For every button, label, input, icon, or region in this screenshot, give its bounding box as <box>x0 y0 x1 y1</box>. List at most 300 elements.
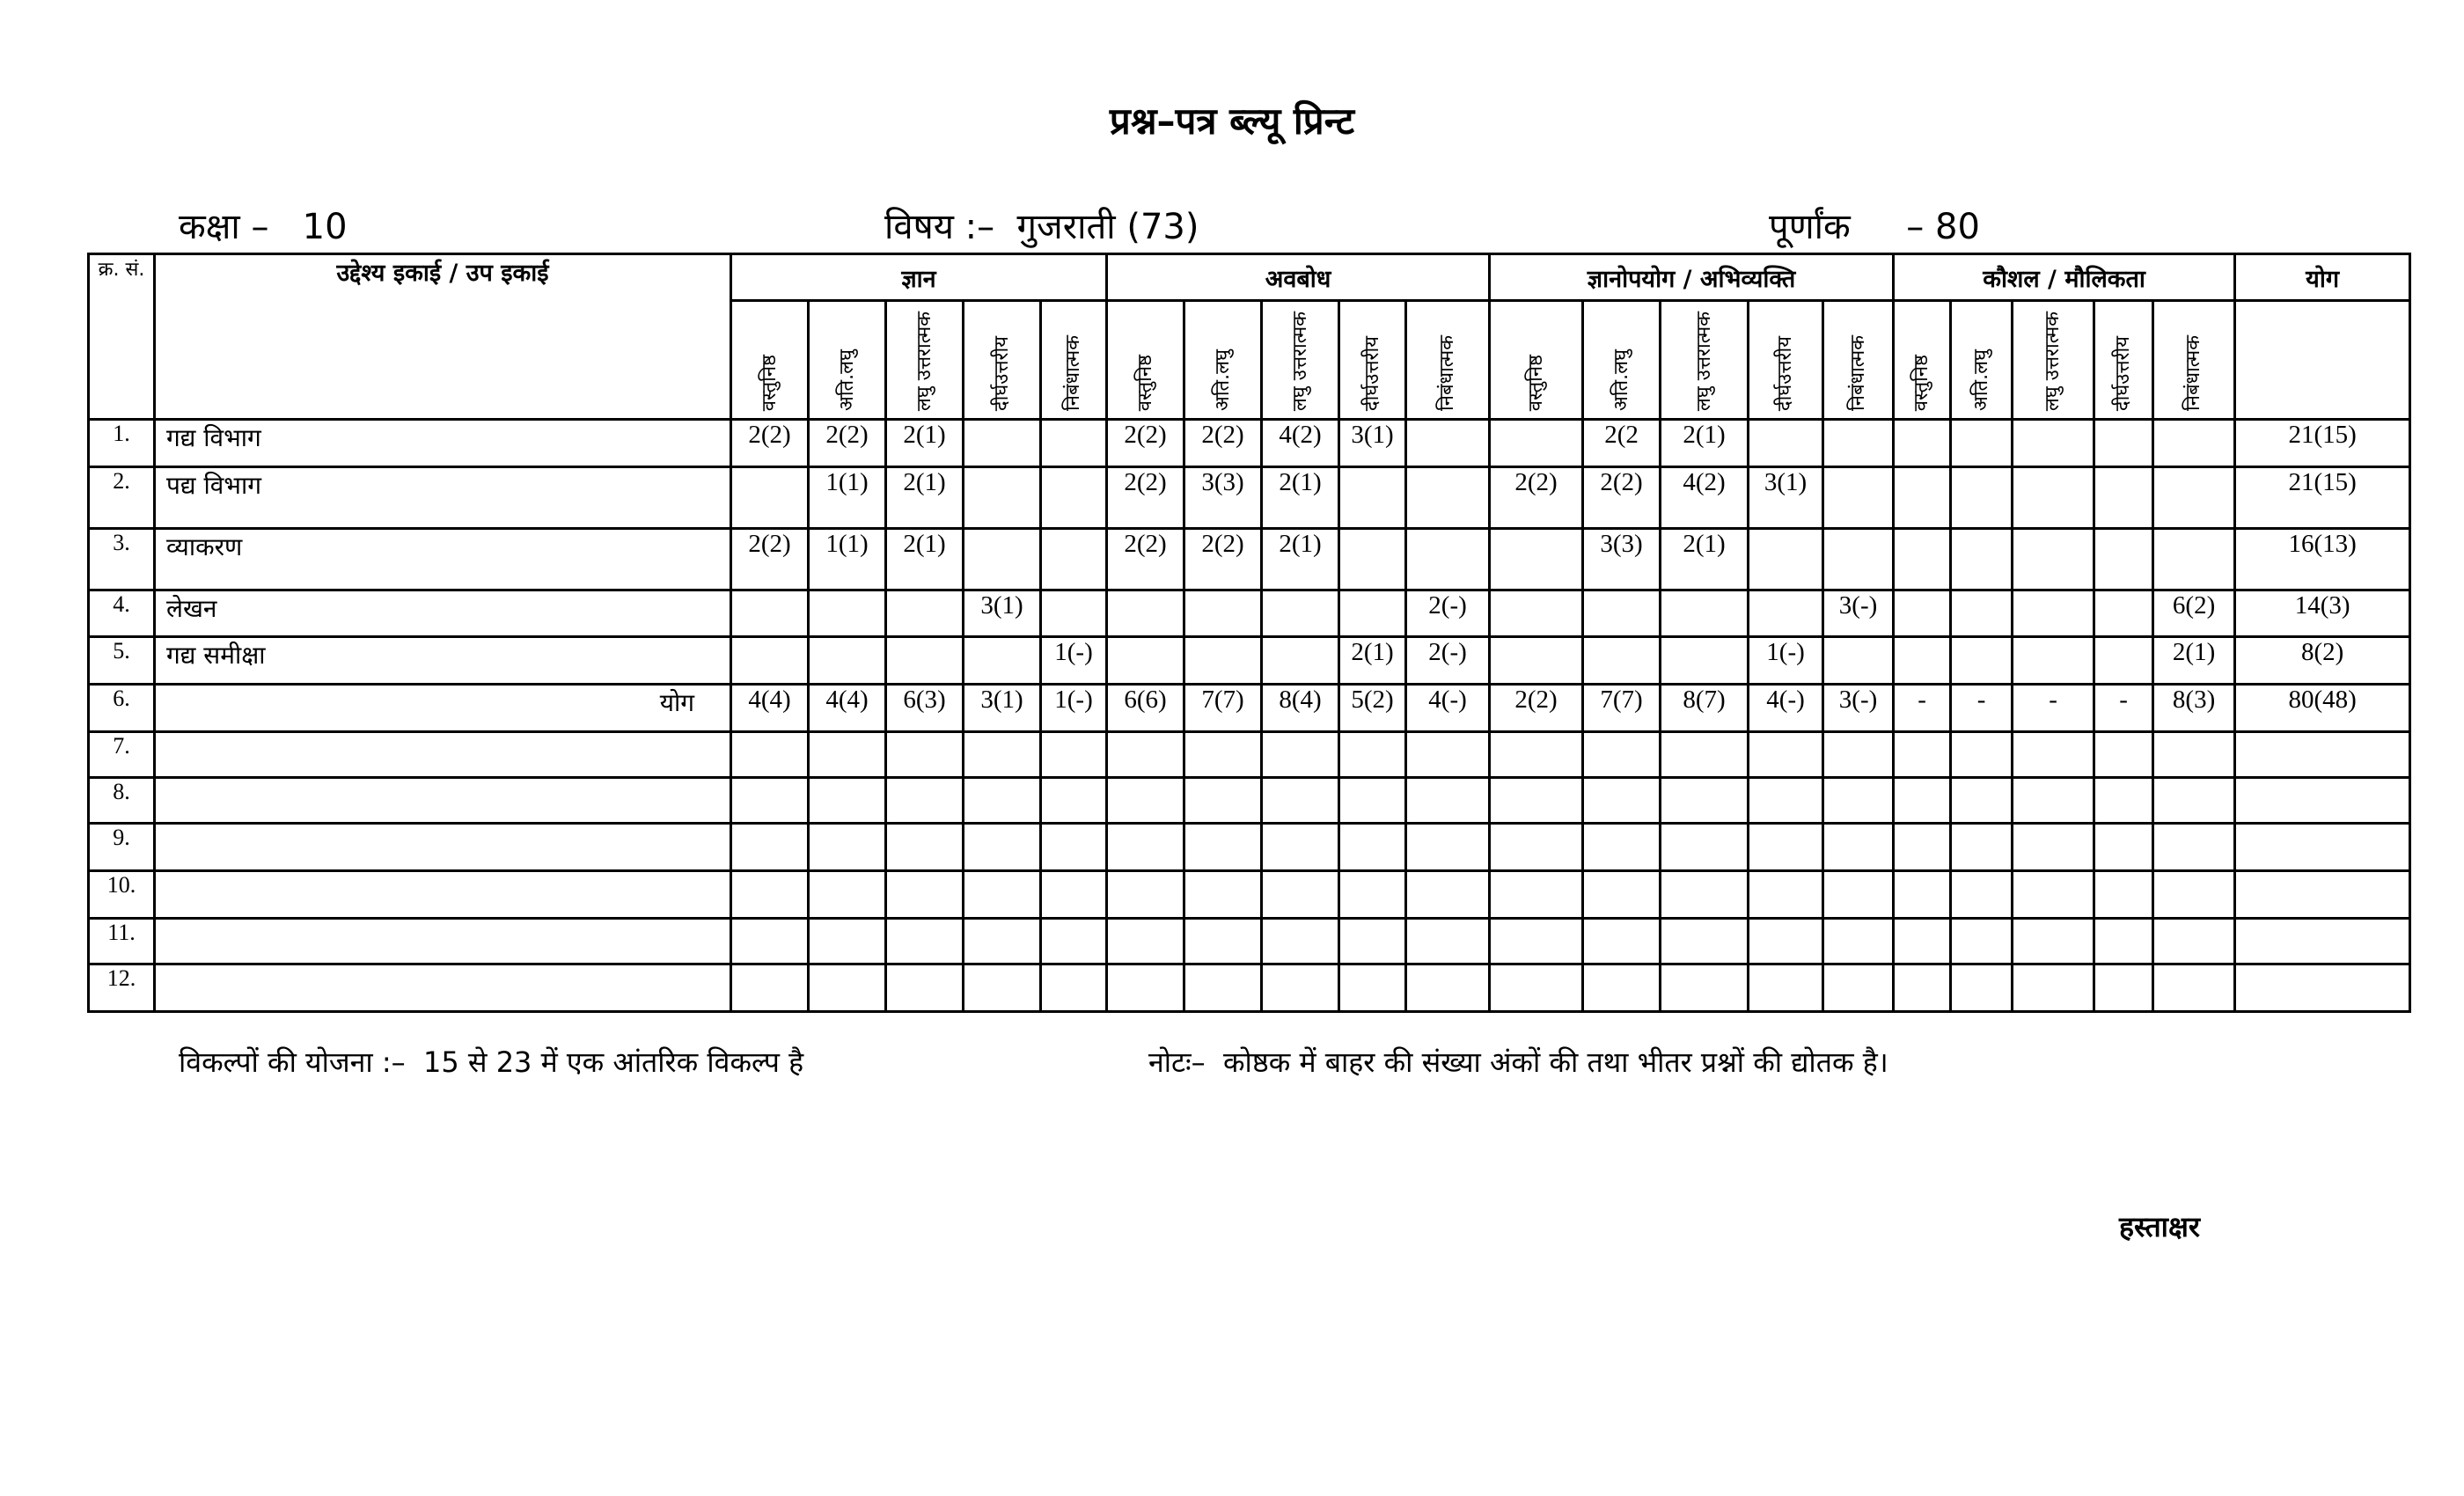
subheader-label: वस्तुनिष्ठ <box>1910 354 1933 411</box>
mark-cell: 3(1) <box>1749 467 1823 529</box>
mark-cell <box>731 778 809 824</box>
mark-cell <box>1894 871 1951 919</box>
mark-cell: 2(2) <box>1184 529 1262 590</box>
row-number: 6. <box>89 685 155 732</box>
table-row <box>89 529 2410 590</box>
mark-cell: 2(1) <box>886 420 964 467</box>
row-number: 3. <box>89 529 155 590</box>
mark-cell <box>1894 732 1951 778</box>
subheader-label: निबंधात्मक <box>1062 335 1085 411</box>
mark-cell: 8(7) <box>1661 685 1749 732</box>
mark-cell: - <box>1951 685 2013 732</box>
subheader-label: वस्तुनिष्ठ <box>1524 354 1547 411</box>
total-header: योग <box>2235 254 2410 301</box>
class-label: कक्षा – 10 <box>179 207 348 247</box>
mark-cell <box>1262 871 1339 919</box>
table-row <box>89 637 2410 685</box>
mark-cell <box>1041 778 1107 824</box>
subheader-cell <box>1749 301 1823 420</box>
mark-cell: 2(1) <box>1339 637 1406 685</box>
mark-cell <box>1583 871 1661 919</box>
mark-cell: 8(4) <box>1262 685 1339 732</box>
subheader-cell <box>2013 301 2094 420</box>
mark-cell: 2(2) <box>1184 420 1262 467</box>
mark-cell <box>1406 824 1490 871</box>
subheader-cell <box>1406 301 1490 420</box>
mark-cell <box>1894 420 1951 467</box>
mark-cell <box>1107 637 1184 685</box>
mark-cell <box>1583 732 1661 778</box>
mark-cell <box>1041 590 1107 637</box>
mark-cell <box>2153 778 2235 824</box>
mark-cell <box>886 732 964 778</box>
table-row <box>89 824 2410 871</box>
subheader-label: वस्तुनिष्ठ <box>1133 354 1156 411</box>
subheader-label: दीर्घउत्तरीय <box>2112 335 2135 411</box>
mark-cell <box>1823 964 1894 1012</box>
mark-cell <box>2094 420 2153 467</box>
mark-cell <box>1041 732 1107 778</box>
mark-cell <box>731 637 809 685</box>
mark-cell <box>1749 420 1823 467</box>
mark-cell <box>1339 529 1406 590</box>
subheader-cell <box>1951 301 2013 420</box>
table-row <box>89 871 2410 919</box>
sn-header: क्र. सं. <box>89 254 155 420</box>
mark-cell <box>1490 871 1583 919</box>
mark-cell <box>1107 871 1184 919</box>
mark-cell <box>1107 824 1184 871</box>
mark-cell <box>1406 732 1490 778</box>
row-total <box>2235 824 2410 871</box>
mark-cell: 1(1) <box>809 529 886 590</box>
mark-cell: 2(2) <box>1490 685 1583 732</box>
mark-cell <box>2013 420 2094 467</box>
subheader-cell <box>1184 301 1262 420</box>
mark-cell <box>964 467 1041 529</box>
mark-cell <box>2094 732 2153 778</box>
unit-name: व्याकरण <box>155 529 731 590</box>
mark-cell <box>731 467 809 529</box>
mark-cell <box>1823 919 1894 964</box>
mark-cell <box>1262 778 1339 824</box>
mark-cell: 5(2) <box>1339 685 1406 732</box>
mark-cell <box>1041 529 1107 590</box>
mark-cell <box>1339 964 1406 1012</box>
table-row <box>89 732 2410 778</box>
mark-cell <box>1262 824 1339 871</box>
mark-cell <box>1041 467 1107 529</box>
mark-cell <box>1490 590 1583 637</box>
subheader-cell <box>1661 301 1749 420</box>
mark-cell <box>1490 732 1583 778</box>
mark-cell: 2(2) <box>1107 420 1184 467</box>
row-total: 21(15) <box>2235 420 2410 467</box>
subheader-label: अति.लघु <box>1969 349 1992 411</box>
row-total <box>2235 732 2410 778</box>
total-subheader <box>2235 301 2410 420</box>
mark-cell <box>2013 590 2094 637</box>
row-number: 2. <box>89 467 155 529</box>
table-row <box>89 964 2410 1012</box>
mark-cell <box>964 778 1041 824</box>
mark-cell: 1(1) <box>809 467 886 529</box>
row-total: 14(3) <box>2235 590 2410 637</box>
mark-cell: 2(2) <box>731 529 809 590</box>
mark-cell: 2(2) <box>1583 467 1661 529</box>
mark-cell: 2(1) <box>886 529 964 590</box>
mark-cell: 2(1) <box>886 467 964 529</box>
mark-cell <box>1184 824 1262 871</box>
unit-name <box>155 871 731 919</box>
mark-cell: 2(2 <box>1583 420 1661 467</box>
row-number: 4. <box>89 590 155 637</box>
group-header: अवबोध <box>1107 254 1490 301</box>
mark-cell <box>731 824 809 871</box>
mark-cell <box>1184 637 1262 685</box>
mark-cell <box>1749 590 1823 637</box>
mark-cell: 4(-) <box>1749 685 1823 732</box>
mark-cell <box>1184 590 1262 637</box>
mark-cell <box>964 529 1041 590</box>
mark-cell <box>1951 964 2013 1012</box>
mark-cell <box>1661 919 1749 964</box>
mark-cell <box>964 732 1041 778</box>
mark-cell <box>2013 467 2094 529</box>
mark-cell <box>809 964 886 1012</box>
mark-cell <box>1583 964 1661 1012</box>
mark-cell <box>1406 871 1490 919</box>
mark-cell: 3(3) <box>1184 467 1262 529</box>
mark-cell <box>1184 964 1262 1012</box>
subheader-cell <box>1894 301 1951 420</box>
row-total <box>2235 871 2410 919</box>
mark-cell <box>964 919 1041 964</box>
mark-cell <box>1107 732 1184 778</box>
subheader-cell <box>2094 301 2153 420</box>
mark-cell: 7(7) <box>1184 685 1262 732</box>
mark-cell <box>731 964 809 1012</box>
mark-cell <box>1339 732 1406 778</box>
row-number: 1. <box>89 420 155 467</box>
mark-cell <box>1406 529 1490 590</box>
subheader-label: निबंधात्मक <box>1436 335 1459 411</box>
mark-cell <box>809 824 886 871</box>
mark-cell <box>1041 919 1107 964</box>
mark-cell <box>2013 778 2094 824</box>
page-title: प्रश्न–पत्र ब्ल्यू प्रिन्ट <box>1109 99 1355 143</box>
row-number: 11. <box>89 919 155 964</box>
mark-cell: - <box>2094 685 2153 732</box>
mark-cell <box>1490 529 1583 590</box>
mark-cell <box>809 732 886 778</box>
mark-cell <box>731 919 809 964</box>
row-number: 12. <box>89 964 155 1012</box>
mark-cell <box>2013 637 2094 685</box>
mark-cell <box>1041 420 1107 467</box>
mark-cell <box>1823 420 1894 467</box>
subheader-cell <box>731 301 809 420</box>
mark-cell <box>1184 919 1262 964</box>
blueprint-table <box>87 253 2411 1013</box>
mark-cell <box>1823 778 1894 824</box>
unit-name <box>155 919 731 964</box>
mark-cell <box>2153 732 2235 778</box>
group-header: ज्ञान <box>731 254 1107 301</box>
group-header: कौशल / मौलिकता <box>1894 254 2235 301</box>
mark-cell <box>2013 919 2094 964</box>
mark-cell: - <box>1894 685 1951 732</box>
mark-cell <box>2013 824 2094 871</box>
mark-cell <box>1661 590 1749 637</box>
mark-cell <box>2094 590 2153 637</box>
mark-cell <box>1583 778 1661 824</box>
mark-cell <box>2094 824 2153 871</box>
subheader-cell <box>1583 301 1661 420</box>
mark-cell <box>1823 732 1894 778</box>
subheader-label: निबंधात्मक <box>1846 335 1869 411</box>
subheader-label: अति.लघु <box>835 349 858 411</box>
mark-cell <box>1661 871 1749 919</box>
row-total: 8(2) <box>2235 637 2410 685</box>
mark-cell <box>964 420 1041 467</box>
mark-cell: 3(-) <box>1823 590 1894 637</box>
max-marks-label: पूर्णांक – 80 <box>1769 207 1980 247</box>
mark-cell: 2(1) <box>1262 529 1339 590</box>
unit-name <box>155 824 731 871</box>
mark-cell <box>886 871 964 919</box>
mark-cell <box>1951 919 2013 964</box>
row-total <box>2235 964 2410 1012</box>
mark-cell: 1(-) <box>1041 685 1107 732</box>
mark-cell <box>1339 778 1406 824</box>
mark-cell: 3(3) <box>1583 529 1661 590</box>
mark-cell <box>1490 919 1583 964</box>
mark-cell <box>731 590 809 637</box>
table-row <box>89 685 2410 732</box>
mark-cell <box>1823 529 1894 590</box>
mark-cell <box>1041 871 1107 919</box>
signature-label: हस्ताक्षर <box>2119 1210 2201 1243</box>
mark-cell <box>2094 964 2153 1012</box>
mark-cell: 2(1) <box>1661 529 1749 590</box>
mark-cell <box>1823 637 1894 685</box>
mark-cell <box>1894 467 1951 529</box>
subheader-label: लघु उत्तरात्मक <box>2042 311 2064 411</box>
mark-cell <box>2153 824 2235 871</box>
mark-cell <box>1894 637 1951 685</box>
mark-cell <box>1184 871 1262 919</box>
mark-cell <box>2153 420 2235 467</box>
mark-cell <box>809 637 886 685</box>
subheader-cell <box>1041 301 1107 420</box>
row-number: 10. <box>89 871 155 919</box>
unit-name <box>155 964 731 1012</box>
mark-cell <box>1951 778 2013 824</box>
subheader-label: अति.लघु <box>1610 349 1632 411</box>
subheader-label: लघु उत्तरात्मक <box>913 311 935 411</box>
mark-cell: 6(6) <box>1107 685 1184 732</box>
mark-cell <box>1661 732 1749 778</box>
mark-cell: 7(7) <box>1583 685 1661 732</box>
mark-cell <box>1262 590 1339 637</box>
mark-cell <box>1041 824 1107 871</box>
subheader-cell <box>886 301 964 420</box>
mark-cell <box>886 964 964 1012</box>
mark-cell <box>1583 590 1661 637</box>
mark-cell: 2(-) <box>1406 637 1490 685</box>
row-number: 5. <box>89 637 155 685</box>
subheader-cell <box>1339 301 1406 420</box>
mark-cell <box>1490 824 1583 871</box>
mark-cell <box>964 964 1041 1012</box>
mark-cell <box>1749 824 1823 871</box>
mark-cell <box>2094 871 2153 919</box>
mark-cell <box>2094 637 2153 685</box>
row-number: 8. <box>89 778 155 824</box>
mark-cell <box>2094 529 2153 590</box>
unit-header: उद्देश्य इकाई / उप इकाई <box>155 254 731 420</box>
mark-cell: 6(2) <box>2153 590 2235 637</box>
row-total: 16(13) <box>2235 529 2410 590</box>
table-row <box>89 919 2410 964</box>
mark-cell <box>1339 467 1406 529</box>
mark-cell <box>886 637 964 685</box>
mark-cell <box>1583 637 1661 685</box>
subheader-cell <box>2153 301 2235 420</box>
mark-cell <box>2153 871 2235 919</box>
options-note: विकल्पों की योजना :– 15 से 23 में एक आंतरिक विकल्प है <box>179 1045 804 1079</box>
mark-cell <box>964 871 1041 919</box>
mark-cell <box>1951 732 2013 778</box>
mark-cell <box>886 590 964 637</box>
mark-cell: 6(3) <box>886 685 964 732</box>
mark-cell <box>1951 824 2013 871</box>
unit-name: योग <box>155 685 731 732</box>
mark-cell <box>1406 778 1490 824</box>
mark-cell <box>1490 420 1583 467</box>
bracket-note: नोटः– कोष्ठक में बाहर की संख्या अंकों की तथा भीतर प्रश्नों की द्योतक है। <box>1148 1045 1888 1079</box>
mark-cell <box>1749 529 1823 590</box>
group-header: ज्ञानोपयोग / अभिव्यक्ति <box>1490 254 1894 301</box>
mark-cell <box>1894 964 1951 1012</box>
mark-cell: 3(1) <box>1339 420 1406 467</box>
mark-cell: - <box>2013 685 2094 732</box>
mark-cell <box>886 919 964 964</box>
mark-cell <box>1406 420 1490 467</box>
subheader-cell <box>1823 301 1894 420</box>
mark-cell <box>1823 467 1894 529</box>
mark-cell <box>1339 824 1406 871</box>
mark-cell <box>1951 529 2013 590</box>
mark-cell: 8(3) <box>2153 685 2235 732</box>
unit-name: गद्य समीक्षा <box>155 637 731 685</box>
table-row <box>89 778 2410 824</box>
unit-name: पद्य विभाग <box>155 467 731 529</box>
subheader-label: दीर्घउत्तरीय <box>1360 335 1383 411</box>
mark-cell: 4(2) <box>1262 420 1339 467</box>
mark-cell <box>2153 919 2235 964</box>
mark-cell <box>1339 919 1406 964</box>
subheader-cell <box>964 301 1041 420</box>
mark-cell <box>1262 637 1339 685</box>
subheader-cell <box>1107 301 1184 420</box>
mark-cell <box>1749 871 1823 919</box>
mark-cell <box>2013 964 2094 1012</box>
mark-cell <box>2013 871 2094 919</box>
mark-cell: 4(-) <box>1406 685 1490 732</box>
mark-cell <box>1749 919 1823 964</box>
mark-cell: 2(2) <box>809 420 886 467</box>
mark-cell <box>1406 964 1490 1012</box>
mark-cell <box>1262 732 1339 778</box>
mark-cell <box>1894 529 1951 590</box>
mark-cell <box>2013 732 2094 778</box>
unit-name: गद्य विभाग <box>155 420 731 467</box>
mark-cell <box>1661 964 1749 1012</box>
mark-cell <box>1583 919 1661 964</box>
mark-cell <box>1490 964 1583 1012</box>
mark-cell <box>1823 824 1894 871</box>
mark-cell <box>2153 529 2235 590</box>
subheader-label: अति.लघु <box>1211 349 1234 411</box>
mark-cell: 3(-) <box>1823 685 1894 732</box>
subject-label: विषय :– गुजराती (73) <box>884 207 1199 247</box>
mark-cell <box>809 919 886 964</box>
mark-cell <box>886 778 964 824</box>
subheader-cell <box>809 301 886 420</box>
mark-cell <box>964 637 1041 685</box>
mark-cell: 3(1) <box>964 685 1041 732</box>
table-row <box>89 590 2410 637</box>
row-number: 9. <box>89 824 155 871</box>
mark-cell <box>809 590 886 637</box>
mark-cell <box>1490 637 1583 685</box>
mark-cell <box>1339 590 1406 637</box>
mark-cell <box>1823 871 1894 919</box>
mark-cell: 1(-) <box>1749 637 1823 685</box>
mark-cell <box>1894 824 1951 871</box>
mark-cell <box>1583 824 1661 871</box>
mark-cell: 2(2) <box>731 420 809 467</box>
mark-cell <box>1107 778 1184 824</box>
subheader-label: दीर्घउत्तरीय <box>990 335 1013 411</box>
unit-name <box>155 732 731 778</box>
mark-cell <box>731 871 809 919</box>
mark-cell <box>2094 467 2153 529</box>
mark-cell <box>1951 590 2013 637</box>
mark-cell: 2(1) <box>2153 637 2235 685</box>
mark-cell <box>1661 637 1749 685</box>
mark-cell <box>1951 637 2013 685</box>
mark-cell <box>809 778 886 824</box>
mark-cell <box>1661 778 1749 824</box>
subheader-label: लघु उत्तरात्मक <box>1288 311 1311 411</box>
mark-cell: 2(-) <box>1406 590 1490 637</box>
mark-cell: 2(2) <box>1107 529 1184 590</box>
mark-cell <box>1184 778 1262 824</box>
mark-cell <box>2153 964 2235 1012</box>
mark-cell <box>1490 778 1583 824</box>
mark-cell <box>1107 919 1184 964</box>
mark-cell <box>2013 529 2094 590</box>
subheader-label: लघु उत्तरात्मक <box>1692 311 1715 411</box>
unit-name <box>155 778 731 824</box>
mark-cell <box>1406 467 1490 529</box>
mark-cell <box>886 824 964 871</box>
mark-cell: 2(2) <box>1490 467 1583 529</box>
mark-cell: 2(1) <box>1262 467 1339 529</box>
